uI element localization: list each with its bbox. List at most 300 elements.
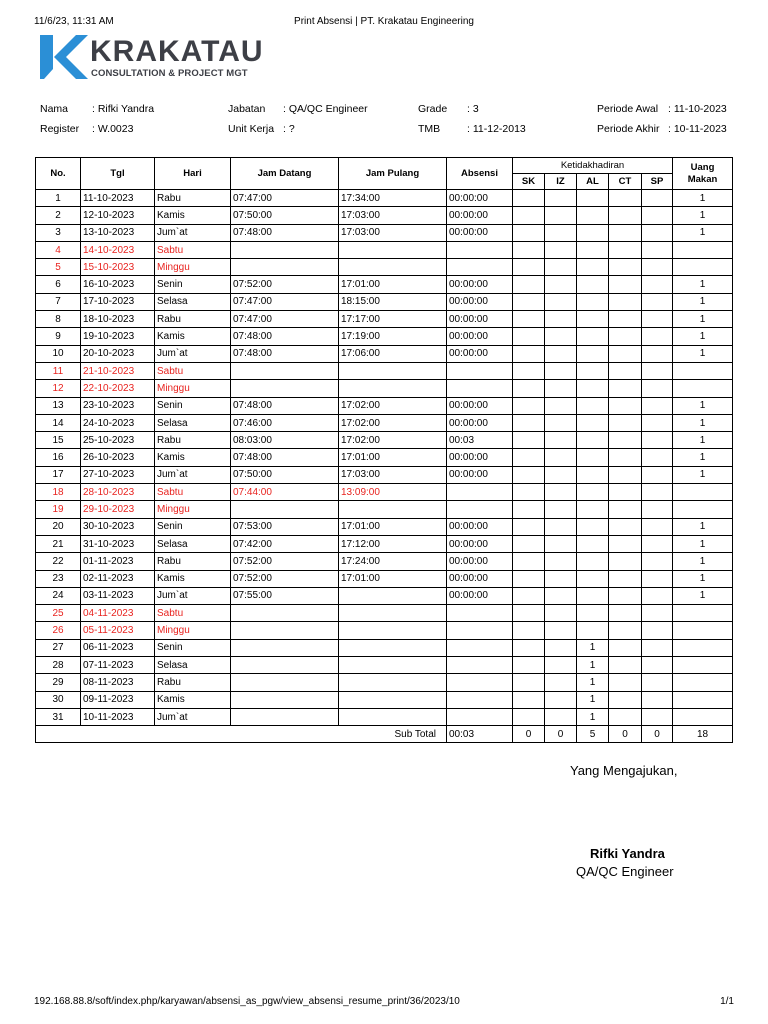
cell-ct xyxy=(609,622,642,639)
header-al: AL xyxy=(577,174,609,190)
cell-sp xyxy=(642,345,673,362)
cell-al xyxy=(577,484,609,501)
cell-absensi xyxy=(447,691,513,708)
cell-absensi: 00:00:00 xyxy=(447,518,513,535)
table-row xyxy=(36,501,733,518)
cell-tgl: 20-10-2023 xyxy=(81,345,155,362)
cell-jam-pulang xyxy=(339,674,447,691)
subtotal-al: 5 xyxy=(577,726,609,743)
cell-hari: Sabtu xyxy=(155,605,231,622)
cell-uang-makan xyxy=(673,484,733,501)
cell-ct xyxy=(609,605,642,622)
cell-iz xyxy=(545,414,577,431)
cell-al: 1 xyxy=(577,657,609,674)
cell-absensi xyxy=(447,674,513,691)
cell-hari: Minggu xyxy=(155,501,231,518)
cell-ct xyxy=(609,501,642,518)
cell-hari: Jum`at xyxy=(155,345,231,362)
cell-sp xyxy=(642,328,673,345)
cell-jam-pulang: 17:01:00 xyxy=(339,276,447,293)
cell-jam-datang: 07:42:00 xyxy=(231,535,339,552)
cell-no: 22 xyxy=(36,553,81,570)
cell-tgl: 27-10-2023 xyxy=(81,466,155,483)
cell-ct xyxy=(609,535,642,552)
cell-absensi: 00:00:00 xyxy=(447,276,513,293)
cell-uang-makan: 1 xyxy=(673,553,733,570)
tmb-label: TMB xyxy=(418,123,441,135)
cell-jam-datang: 07:48:00 xyxy=(231,328,339,345)
cell-sp xyxy=(642,639,673,656)
print-timestamp: 11/6/23, 11:31 AM xyxy=(34,16,114,27)
grade-value: : 3 xyxy=(467,103,479,115)
cell-sp xyxy=(642,466,673,483)
table-row xyxy=(36,639,733,656)
cell-iz xyxy=(545,397,577,414)
header-sp: SP xyxy=(642,174,673,190)
cell-hari: Senin xyxy=(155,639,231,656)
cell-jam-pulang xyxy=(339,380,447,397)
cell-sk xyxy=(513,241,545,258)
cell-jam-datang: 07:50:00 xyxy=(231,466,339,483)
cell-jam-datang: 07:52:00 xyxy=(231,276,339,293)
cell-sk xyxy=(513,501,545,518)
cell-absensi xyxy=(447,605,513,622)
cell-tgl: 10-11-2023 xyxy=(81,708,155,725)
cell-uang-makan: 1 xyxy=(673,293,733,310)
table-row xyxy=(36,397,733,414)
nama-value: : Rifki Yandra xyxy=(92,103,155,115)
cell-sk xyxy=(513,622,545,639)
cell-hari: Kamis xyxy=(155,328,231,345)
cell-jam-datang xyxy=(231,605,339,622)
cell-no: 23 xyxy=(36,570,81,587)
cell-uang-makan: 1 xyxy=(673,345,733,362)
cell-hari: Rabu xyxy=(155,190,231,207)
cell-tgl: 15-10-2023 xyxy=(81,259,155,276)
periode-akhir-value: : 10-11-2023 xyxy=(668,123,727,135)
cell-jam-pulang: 17:01:00 xyxy=(339,570,447,587)
cell-ct xyxy=(609,553,642,570)
cell-jam-pulang: 17:06:00 xyxy=(339,345,447,362)
cell-no: 16 xyxy=(36,449,81,466)
cell-absensi: 00:00:00 xyxy=(447,328,513,345)
cell-absensi: 00:00:00 xyxy=(447,311,513,328)
cell-iz xyxy=(545,639,577,656)
cell-jam-pulang xyxy=(339,657,447,674)
cell-no: 3 xyxy=(36,224,81,241)
cell-iz xyxy=(545,259,577,276)
cell-sp xyxy=(642,414,673,431)
cell-tgl: 09-11-2023 xyxy=(81,691,155,708)
header-jam-datang: Jam Datang xyxy=(231,158,339,190)
cell-sk xyxy=(513,397,545,414)
attendance-table xyxy=(35,157,733,743)
table-row xyxy=(36,241,733,258)
cell-jam-datang xyxy=(231,241,339,258)
cell-no: 6 xyxy=(36,276,81,293)
cell-jam-datang: 07:52:00 xyxy=(231,553,339,570)
table-row xyxy=(36,328,733,345)
cell-iz xyxy=(545,276,577,293)
cell-al: 1 xyxy=(577,691,609,708)
cell-hari: Kamis xyxy=(155,207,231,224)
cell-sp xyxy=(642,224,673,241)
cell-tgl: 18-10-2023 xyxy=(81,311,155,328)
cell-uang-makan xyxy=(673,362,733,379)
cell-sk xyxy=(513,639,545,656)
cell-sk xyxy=(513,345,545,362)
cell-uang-makan: 1 xyxy=(673,518,733,535)
cell-uang-makan: 1 xyxy=(673,414,733,431)
cell-uang-makan: 1 xyxy=(673,328,733,345)
cell-jam-pulang xyxy=(339,259,447,276)
cell-sp xyxy=(642,501,673,518)
table-row xyxy=(36,657,733,674)
subtotal-absensi: 00:03 xyxy=(447,726,513,743)
cell-sk xyxy=(513,518,545,535)
krakatau-logo-icon xyxy=(40,35,88,79)
cell-jam-pulang xyxy=(339,587,447,604)
cell-uang-makan: 1 xyxy=(673,432,733,449)
cell-sp xyxy=(642,518,673,535)
cell-sp xyxy=(642,622,673,639)
cell-hari: Kamis xyxy=(155,570,231,587)
cell-no: 8 xyxy=(36,311,81,328)
cell-hari: Minggu xyxy=(155,622,231,639)
cell-al xyxy=(577,259,609,276)
cell-no: 17 xyxy=(36,466,81,483)
subtotal-iz: 0 xyxy=(545,726,577,743)
cell-hari: Minggu xyxy=(155,259,231,276)
cell-sk xyxy=(513,587,545,604)
tmb-value: : 11-12-2013 xyxy=(467,123,526,135)
cell-ct xyxy=(609,674,642,691)
table-row xyxy=(36,518,733,535)
cell-al xyxy=(577,449,609,466)
cell-ct xyxy=(609,397,642,414)
print-footer xyxy=(34,996,734,1010)
cell-absensi xyxy=(447,657,513,674)
cell-uang-makan xyxy=(673,657,733,674)
cell-iz xyxy=(545,380,577,397)
cell-uang-makan xyxy=(673,691,733,708)
cell-uang-makan: 1 xyxy=(673,276,733,293)
cell-jam-datang: 07:47:00 xyxy=(231,190,339,207)
cell-uang-makan xyxy=(673,674,733,691)
cell-jam-pulang: 18:15:00 xyxy=(339,293,447,310)
cell-al xyxy=(577,414,609,431)
cell-tgl: 07-11-2023 xyxy=(81,657,155,674)
cell-uang-makan xyxy=(673,639,733,656)
cell-iz xyxy=(545,293,577,310)
table-row xyxy=(36,570,733,587)
unit-kerja-label: Unit Kerja xyxy=(228,123,275,135)
cell-sp xyxy=(642,535,673,552)
cell-ct xyxy=(609,691,642,708)
table-row xyxy=(36,449,733,466)
cell-sk xyxy=(513,380,545,397)
company-logo xyxy=(40,35,264,83)
cell-uang-makan: 1 xyxy=(673,570,733,587)
cell-sk xyxy=(513,224,545,241)
cell-iz xyxy=(545,605,577,622)
cell-uang-makan: 1 xyxy=(673,587,733,604)
cell-absensi xyxy=(447,708,513,725)
cell-jam-pulang xyxy=(339,241,447,258)
cell-sp xyxy=(642,207,673,224)
header-no: No. xyxy=(36,158,81,190)
cell-al xyxy=(577,241,609,258)
cell-sp xyxy=(642,484,673,501)
cell-iz xyxy=(545,466,577,483)
cell-uang-makan: 1 xyxy=(673,466,733,483)
cell-hari: Senin xyxy=(155,397,231,414)
cell-ct xyxy=(609,241,642,258)
cell-ct xyxy=(609,328,642,345)
cell-tgl: 14-10-2023 xyxy=(81,241,155,258)
cell-jam-datang: 07:47:00 xyxy=(231,311,339,328)
cell-jam-pulang: 17:34:00 xyxy=(339,190,447,207)
cell-jam-datang: 07:47:00 xyxy=(231,293,339,310)
cell-absensi xyxy=(447,501,513,518)
cell-jam-datang: 07:52:00 xyxy=(231,570,339,587)
table-row xyxy=(36,622,733,639)
cell-iz xyxy=(545,241,577,258)
cell-absensi: 00:00:00 xyxy=(447,553,513,570)
cell-tgl: 01-11-2023 xyxy=(81,553,155,570)
cell-sp xyxy=(642,276,673,293)
cell-tgl: 26-10-2023 xyxy=(81,449,155,466)
grade-label: Grade xyxy=(418,103,448,115)
cell-jam-datang: 07:48:00 xyxy=(231,345,339,362)
cell-tgl: 17-10-2023 xyxy=(81,293,155,310)
cell-al xyxy=(577,622,609,639)
cell-ct xyxy=(609,657,642,674)
cell-uang-makan: 1 xyxy=(673,311,733,328)
cell-uang-makan xyxy=(673,241,733,258)
cell-iz xyxy=(545,449,577,466)
cell-absensi xyxy=(447,241,513,258)
cell-sk xyxy=(513,328,545,345)
cell-ct xyxy=(609,362,642,379)
cell-al xyxy=(577,466,609,483)
cell-sk xyxy=(513,362,545,379)
cell-jam-datang xyxy=(231,501,339,518)
cell-hari: Kamis xyxy=(155,449,231,466)
cell-jam-pulang: 17:01:00 xyxy=(339,449,447,466)
cell-al xyxy=(577,553,609,570)
table-row xyxy=(36,380,733,397)
cell-iz xyxy=(545,587,577,604)
table-row xyxy=(36,293,733,310)
cell-ct xyxy=(609,466,642,483)
cell-al xyxy=(577,328,609,345)
print-page-title: Print Absensi | PT. Krakatau Engineering xyxy=(294,16,474,27)
cell-jam-pulang: 17:24:00 xyxy=(339,553,447,570)
cell-tgl: 08-11-2023 xyxy=(81,674,155,691)
cell-no: 10 xyxy=(36,345,81,362)
cell-sk xyxy=(513,466,545,483)
cell-sk xyxy=(513,311,545,328)
cell-al xyxy=(577,501,609,518)
cell-ct xyxy=(609,484,642,501)
cell-no: 13 xyxy=(36,397,81,414)
cell-sp xyxy=(642,570,673,587)
cell-tgl: 31-10-2023 xyxy=(81,535,155,552)
cell-hari: Selasa xyxy=(155,657,231,674)
cell-jam-datang: 07:55:00 xyxy=(231,587,339,604)
nama-label: Nama xyxy=(40,103,69,115)
cell-al: 1 xyxy=(577,639,609,656)
cell-al xyxy=(577,535,609,552)
cell-ct xyxy=(609,587,642,604)
cell-al: 1 xyxy=(577,674,609,691)
cell-sp xyxy=(642,674,673,691)
cell-no: 19 xyxy=(36,501,81,518)
cell-sp xyxy=(642,397,673,414)
print-url: 192.168.88.8/soft/index.php/karyawan/absensi_as_pgw/view_absensi_resume_print/36/2023/10 xyxy=(34,996,460,1007)
cell-uang-makan xyxy=(673,708,733,725)
cell-uang-makan: 1 xyxy=(673,535,733,552)
register-label: Register xyxy=(40,123,80,135)
cell-sk xyxy=(513,259,545,276)
cell-jam-pulang: 17:02:00 xyxy=(339,432,447,449)
cell-absensi xyxy=(447,380,513,397)
cell-sk xyxy=(513,691,545,708)
cell-iz xyxy=(545,207,577,224)
cell-absensi: 00:00:00 xyxy=(447,190,513,207)
cell-jam-datang: 07:48:00 xyxy=(231,224,339,241)
cell-iz xyxy=(545,708,577,725)
cell-sp xyxy=(642,380,673,397)
table-row xyxy=(36,605,733,622)
cell-al xyxy=(577,276,609,293)
cell-ct xyxy=(609,570,642,587)
cell-no: 4 xyxy=(36,241,81,258)
table-row xyxy=(36,691,733,708)
cell-ct xyxy=(609,293,642,310)
cell-ct xyxy=(609,259,642,276)
cell-iz xyxy=(545,362,577,379)
cell-jam-pulang: 17:17:00 xyxy=(339,311,447,328)
cell-jam-pulang: 17:12:00 xyxy=(339,535,447,552)
cell-tgl: 13-10-2023 xyxy=(81,224,155,241)
cell-jam-pulang xyxy=(339,501,447,518)
cell-absensi: 00:00:00 xyxy=(447,397,513,414)
table-row xyxy=(36,362,733,379)
cell-sp xyxy=(642,605,673,622)
cell-hari: Senin xyxy=(155,276,231,293)
cell-iz xyxy=(545,432,577,449)
cell-jam-datang: 07:46:00 xyxy=(231,414,339,431)
cell-tgl: 29-10-2023 xyxy=(81,501,155,518)
cell-jam-datang xyxy=(231,259,339,276)
cell-jam-datang xyxy=(231,639,339,656)
cell-al xyxy=(577,380,609,397)
cell-sk xyxy=(513,414,545,431)
table-row xyxy=(36,311,733,328)
table-row xyxy=(36,484,733,501)
cell-no: 24 xyxy=(36,587,81,604)
cell-sk xyxy=(513,190,545,207)
table-row xyxy=(36,432,733,449)
cell-no: 11 xyxy=(36,362,81,379)
cell-sk xyxy=(513,276,545,293)
cell-al xyxy=(577,518,609,535)
attendance-rows xyxy=(36,190,733,726)
cell-sp xyxy=(642,708,673,725)
header-sk: SK xyxy=(513,174,545,190)
cell-al xyxy=(577,570,609,587)
cell-uang-makan: 1 xyxy=(673,207,733,224)
cell-al: 1 xyxy=(577,708,609,725)
logo-tagline: CONSULTATION & PROJECT MGT xyxy=(91,68,248,79)
cell-iz xyxy=(545,674,577,691)
cell-al xyxy=(577,345,609,362)
header-absensi: Absensi xyxy=(447,158,513,190)
cell-no: 1 xyxy=(36,190,81,207)
cell-jam-pulang xyxy=(339,605,447,622)
cell-jam-pulang: 17:02:00 xyxy=(339,414,447,431)
cell-sk xyxy=(513,484,545,501)
cell-sp xyxy=(642,449,673,466)
cell-sk xyxy=(513,553,545,570)
cell-jam-pulang: 17:03:00 xyxy=(339,207,447,224)
subtotal-ct: 0 xyxy=(609,726,642,743)
header-uang-makan: Uang Makan xyxy=(673,158,733,190)
cell-tgl: 12-10-2023 xyxy=(81,207,155,224)
header-tgl: Tgl xyxy=(81,158,155,190)
cell-ct xyxy=(609,414,642,431)
cell-tgl: 04-11-2023 xyxy=(81,605,155,622)
cell-jam-pulang xyxy=(339,691,447,708)
table-row xyxy=(36,414,733,431)
cell-iz xyxy=(545,518,577,535)
cell-sp xyxy=(642,691,673,708)
cell-ct xyxy=(609,276,642,293)
cell-no: 27 xyxy=(36,639,81,656)
cell-jam-pulang: 17:03:00 xyxy=(339,224,447,241)
cell-iz xyxy=(545,484,577,501)
cell-hari: Senin xyxy=(155,518,231,535)
header-iz: IZ xyxy=(545,174,577,190)
cell-no: 20 xyxy=(36,518,81,535)
cell-al xyxy=(577,605,609,622)
cell-tgl: 23-10-2023 xyxy=(81,397,155,414)
cell-ct xyxy=(609,708,642,725)
cell-uang-makan xyxy=(673,501,733,518)
cell-no: 18 xyxy=(36,484,81,501)
cell-absensi: 00:00:00 xyxy=(447,345,513,362)
cell-iz xyxy=(545,501,577,518)
cell-jam-pulang: 17:02:00 xyxy=(339,397,447,414)
cell-iz xyxy=(545,553,577,570)
cell-uang-makan xyxy=(673,605,733,622)
cell-absensi xyxy=(447,639,513,656)
cell-iz xyxy=(545,691,577,708)
cell-no: 28 xyxy=(36,657,81,674)
cell-al xyxy=(577,587,609,604)
cell-jam-pulang xyxy=(339,708,447,725)
cell-hari: Selasa xyxy=(155,535,231,552)
cell-absensi: 00:00:00 xyxy=(447,414,513,431)
subtotal-uang-makan: 18 xyxy=(673,726,733,743)
cell-absensi xyxy=(447,259,513,276)
cell-hari: Rabu xyxy=(155,432,231,449)
cell-absensi xyxy=(447,622,513,639)
cell-al xyxy=(577,311,609,328)
logo-brand: KRAKATAU xyxy=(90,35,264,68)
